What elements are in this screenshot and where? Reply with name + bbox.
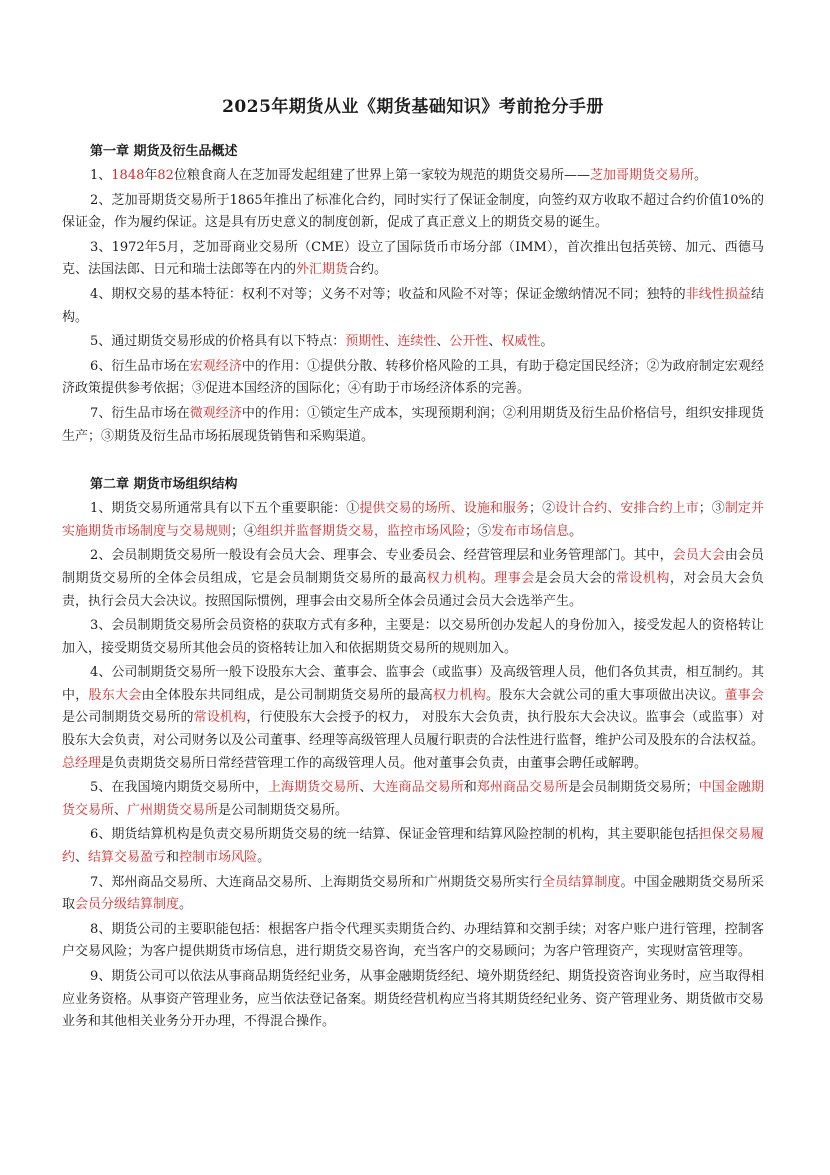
text-run: 。股东大会就公司的重大事项做出决议。 bbox=[485, 687, 725, 703]
text-run: 合约。 bbox=[348, 262, 388, 278]
paragraph bbox=[62, 403, 764, 448]
text-run: 是负责期货交易所日常经营管理工作的高级管理人员。他对董事会负责，由董事会聘任或解聘。 bbox=[101, 755, 648, 771]
text-run: 位粮食商人在芝加哥发起组建了世界上第一家较为规范的期货交易所—— bbox=[173, 168, 590, 183]
highlighted-text: 常设机构 bbox=[615, 570, 670, 586]
highlighted-text: 微观经济 bbox=[189, 405, 242, 421]
text-run: 。 bbox=[693, 168, 707, 183]
paragraph bbox=[62, 190, 764, 235]
document-page bbox=[62, 92, 764, 1060]
highlighted-text: 权威性 bbox=[501, 334, 541, 350]
chapter-section bbox=[62, 141, 764, 448]
text-run: 9、期货公司可以依法从事商品期货经纪业务，从事金融期货经纪、境外期货经纪、期货投资咨询业务时，应当取得相应业务资格。从事资产管理业务，应当依法登记备案。期货经营机构应当将其期货经纪业务、资产管理业务、期货做市交易业务和其他相关业务分开办理，不得混合操作。 bbox=[62, 969, 765, 1030]
highlighted-text: 郑州商品交易所 bbox=[476, 780, 569, 796]
text-run: ；⑤ bbox=[465, 523, 492, 539]
text-run: 和 bbox=[166, 850, 180, 866]
highlighted-text: 发布市场信息 bbox=[491, 523, 570, 539]
chapter-heading: 第二章 期货市场组织结构 bbox=[90, 477, 238, 493]
paragraph bbox=[62, 545, 764, 613]
highlighted-text: 制定并实施期货市场制度与交易规则 bbox=[62, 501, 764, 539]
paragraph bbox=[62, 237, 764, 282]
text-run: 中的作用：①锁定生产成本，实现预期利润；②利用期货及衍生品价格信号，组织安排现货生产；③期货及衍生品市场拓展现货销售和采购渠道。 bbox=[62, 405, 764, 444]
highlighted-text: 结算交易盈亏 bbox=[88, 850, 167, 866]
paragraph bbox=[62, 919, 764, 964]
highlighted-text: 外汇期货 bbox=[296, 262, 349, 278]
chapter-heading: 第一章 期货及衍生品概述 bbox=[90, 144, 238, 159]
text-run: 1、期货交易所通常具有以下五个重要职能：① bbox=[90, 501, 360, 517]
text-run: 5、在我国境内期货交易所中， bbox=[90, 780, 268, 796]
highlighted-text: 股东大会 bbox=[88, 687, 142, 703]
text-run: 2、会员制期货交易所一般设有会员大会、理事会、专业委员会、经营管理层和业务管理部门。其中， bbox=[90, 548, 673, 564]
text-run: 7、郑州商品交易所、大连商品交易所、上海期货交易所和广州期货交易所实行 bbox=[90, 874, 543, 890]
text-run: 。 bbox=[257, 850, 271, 866]
text-run: 是会员大会的 bbox=[534, 570, 616, 586]
paragraph bbox=[62, 498, 764, 543]
paragraph bbox=[62, 872, 764, 917]
text-run: 。 bbox=[179, 897, 193, 913]
paragraph bbox=[62, 966, 764, 1034]
highlighted-text: 组织并监督期货交易，监控市场风险 bbox=[257, 523, 466, 539]
paragraph bbox=[62, 284, 764, 329]
text-run: 、 bbox=[436, 334, 450, 350]
text-run: 2、芝加哥期货交易所于1865年推出了标准化合约，同时实行了保证金制度，向签约双方收取不超过合约价值10%的保证金，作为履约保证。这是具有历史意义的制度创新，促成了真正意义上的期货交易的诞生。 bbox=[62, 192, 764, 231]
highlighted-text: 中国金融期货交易所 bbox=[62, 780, 764, 818]
text-run: 结构。 bbox=[62, 286, 764, 325]
highlighted-text: 会员大会 bbox=[672, 548, 725, 564]
text-run: 由会员制期货交易所的全体会员组成，它是会员制期货交易所的最高 bbox=[62, 548, 764, 586]
page-title: 2025年期货从业《期货基础知识》考前抢分手册 bbox=[222, 97, 604, 117]
text-run: ，对会员大会负责，执行会员大会决议。按照国际惯例，理事会由交易所全体会员通过会员大会选举产生。 bbox=[62, 570, 764, 609]
highlighted-text: 非线性损益 bbox=[685, 286, 751, 302]
text-run: 、 bbox=[488, 334, 502, 350]
highlighted-text: 理事会 bbox=[494, 570, 535, 586]
highlighted-text: 连续性 bbox=[397, 334, 437, 350]
highlighted-text: 芝加哥期货交易所 bbox=[589, 168, 694, 183]
highlighted-text: 提供交易的场所、设施和服务 bbox=[359, 501, 530, 517]
text-run: 8、期货公司的主要职能包括：根据客户指令代理买卖期货合约、办理结算和交割手续；对客户账户进行管理，控制客户交易风险；为客户提供期货市场信息，进行期货交易咨询，充当客户的交易顾问；为客户管理资产，实现财富管理等。 bbox=[62, 921, 764, 960]
text-run: 7、衍生品市场在 bbox=[90, 405, 190, 421]
text-run: ，行使股东大会授予的权力， 对股东大会负责，执行股东大会决议。监事会（或监事）对股东大会负责，对公司财务以及公司董事、经理等高级管理人员履行职责的合法性进行监督，维护公司及股东的合法权益。 bbox=[62, 710, 765, 749]
text-run: 。 bbox=[569, 523, 583, 539]
highlighted-text: 预期性 bbox=[345, 334, 385, 350]
text-run: 、 bbox=[114, 802, 128, 818]
highlighted-text: 1848 bbox=[111, 168, 145, 183]
text-run: 5、通过期货交易形成的价格具有以下特点： bbox=[90, 334, 346, 350]
text-run: ；③ bbox=[698, 501, 725, 517]
text-run: 。 bbox=[540, 334, 554, 350]
highlighted-text: 担保交易履约 bbox=[62, 827, 764, 866]
highlighted-text: 宏观经济 bbox=[189, 358, 242, 374]
text-run: 和 bbox=[463, 780, 477, 796]
chapter-section bbox=[62, 474, 764, 1034]
text-run: 由全体股东共同组成，是公司制期货交易所的最高 bbox=[141, 687, 433, 703]
paragraph bbox=[62, 662, 764, 775]
text-run: 是公司制期货交易所。 bbox=[218, 802, 349, 818]
text-run: 4、期权交易的基本特征：权利不对等；义务不对等；收益和风险不对等；保证金缴纳情况不同；独特的 bbox=[90, 286, 686, 302]
highlighted-text: 权力机构 bbox=[432, 687, 486, 703]
paragraph bbox=[62, 165, 764, 188]
paragraph bbox=[62, 824, 764, 869]
text-run: 3、1972年5月，芝加哥商业交易所（CME）设立了国际货币市场分部（IMM），首次推出包括英镑、加元、西德马克、法国法郎、日元和瑞士法郎等在内的 bbox=[62, 239, 764, 278]
highlighted-text: 全员结算制度 bbox=[542, 874, 621, 890]
text-run: 3、会员制期货交易所会员资格的获取方式有多种，主要是：以交易所创办发起人的身份加入，接受发起人的资格转让加入，接受期货交易所其他会员的资格转让加入和依据期货交易所的规则加入。 bbox=[62, 618, 764, 656]
paragraph bbox=[62, 777, 764, 822]
text-run: 6、衍生品市场在 bbox=[90, 358, 190, 374]
paragraph bbox=[62, 356, 764, 401]
highlighted-text: 会员分级结算制度 bbox=[75, 897, 180, 913]
highlighted-text: 上海期货交易所 bbox=[268, 780, 360, 796]
text-run: 4、公司制期货交易所一般下设股东大会、董事会、监事会（或监事）及高级管理人员，他们各负其责，相互制约。其中， bbox=[62, 665, 764, 703]
text-run: ；② bbox=[529, 501, 556, 517]
text-run: 是会员制期货交易所； bbox=[568, 780, 699, 796]
highlighted-text: 控制市场风险 bbox=[179, 850, 258, 866]
text-run: 1、 bbox=[90, 168, 112, 183]
text-run: 。 bbox=[480, 570, 495, 586]
paragraph bbox=[62, 331, 764, 354]
chapters-container bbox=[62, 141, 764, 1034]
paragraph bbox=[62, 615, 764, 660]
text-run: 。中国金融期货交易所采取 bbox=[62, 874, 764, 913]
highlighted-text: 常设机构 bbox=[193, 710, 247, 726]
highlighted-text: 大连商品交易所 bbox=[372, 780, 464, 796]
text-run: 6、期货结算机构是负责交易所期货交易的统一结算、保证金管理和结算风险控制的机构，其主要职能包括 bbox=[90, 827, 699, 843]
text-run: 、 bbox=[75, 850, 89, 866]
highlighted-text: 设计合约、安排合约上市 bbox=[555, 501, 699, 517]
highlighted-text: 广州期货交易所 bbox=[127, 802, 219, 818]
text-run: 是公司制期货交易所的 bbox=[62, 710, 194, 726]
text-run: 、 bbox=[384, 334, 398, 350]
highlighted-text: 公开性 bbox=[449, 334, 489, 350]
highlighted-text: 总经理 bbox=[62, 755, 102, 771]
text-run: 中的作用：①提供分散、转移价格风险的工具，有助于稳定国民经济；②为政府制定宏观经济政策提供参考依据；③促进本国经济的国际化；④有助于市场经济体系的完善。 bbox=[62, 358, 764, 397]
highlighted-text: 权力机构 bbox=[426, 570, 481, 586]
highlighted-text: 82 bbox=[157, 168, 174, 183]
text-run: 、 bbox=[359, 780, 373, 796]
highlighted-text: 董事会 bbox=[724, 687, 764, 703]
text-run: ；④ bbox=[231, 523, 258, 539]
text-run: 年 bbox=[144, 168, 158, 183]
